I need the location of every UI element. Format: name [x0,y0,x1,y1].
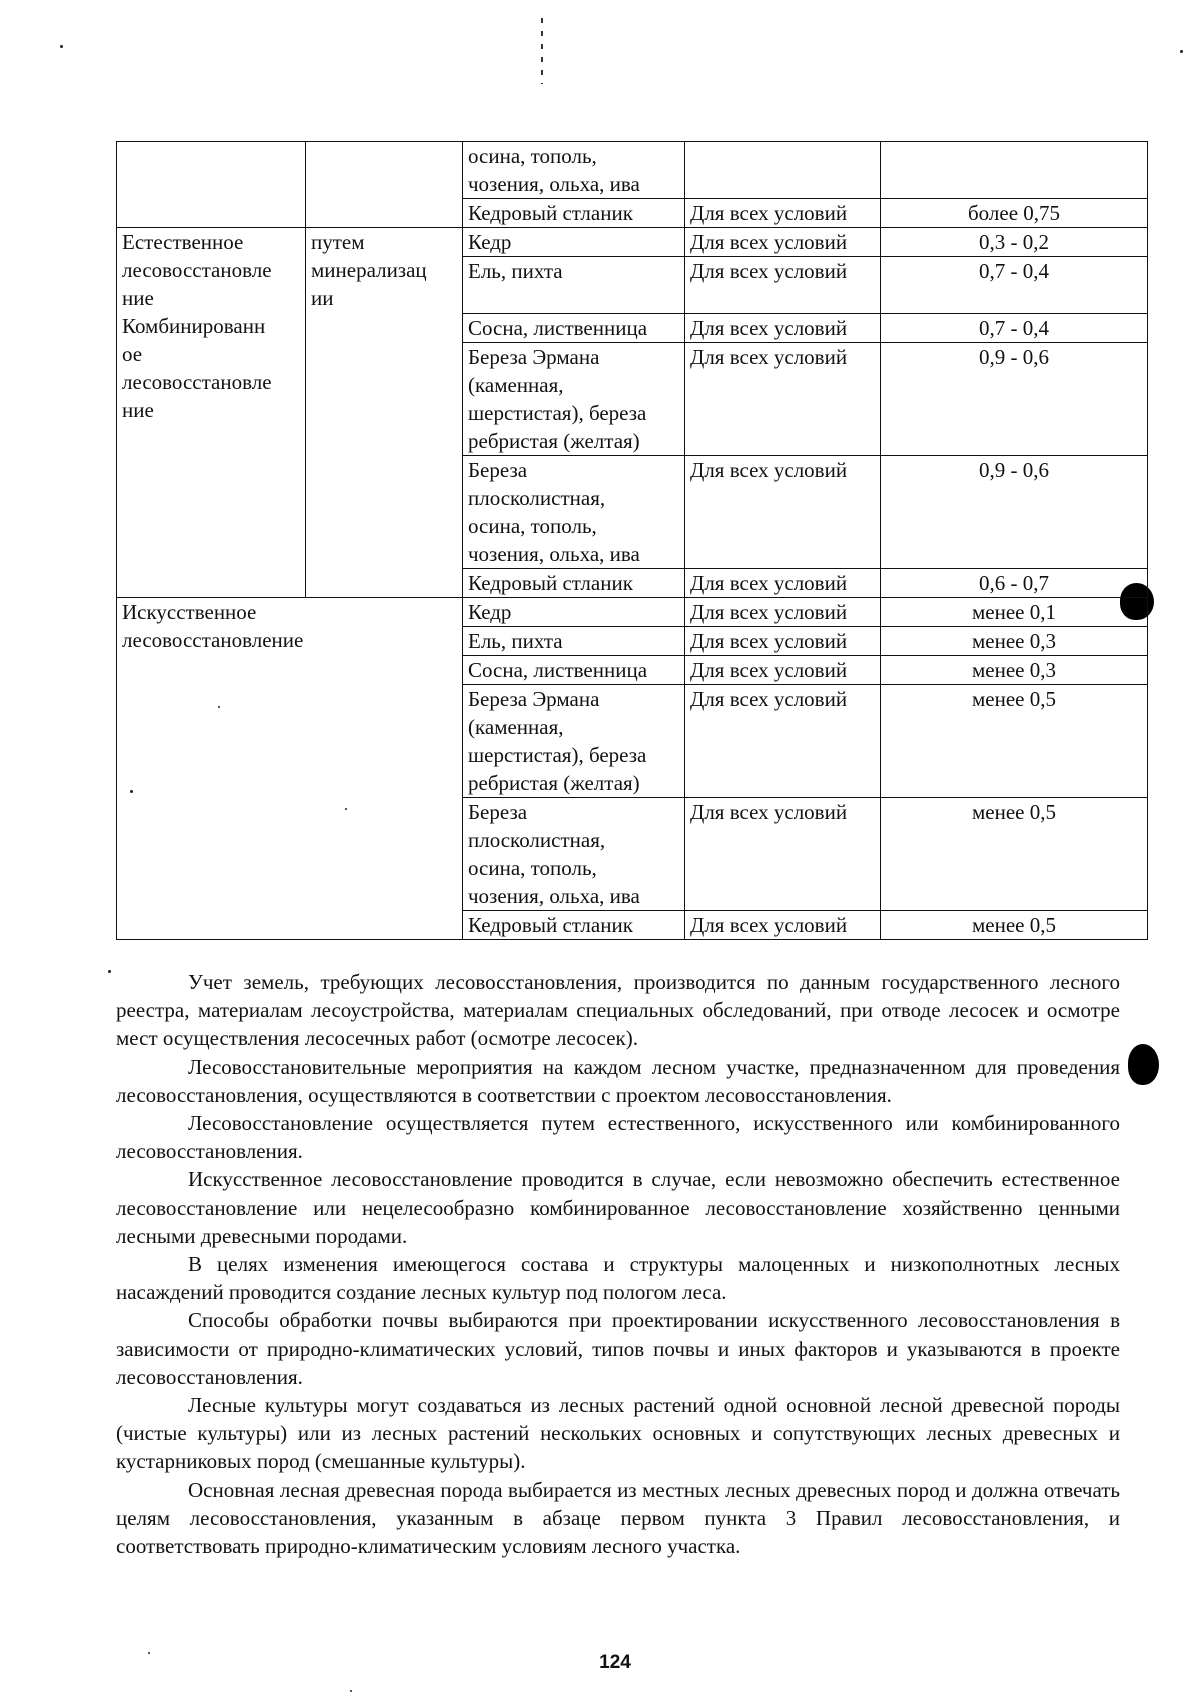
condition-cell: Для всех условий [685,656,881,685]
condition-cell: Для всех условий [685,343,881,456]
method-cell-natural: Естественное лесовосстановле ние Комбинированн ое лесовосстановле ние [117,228,306,598]
value-cell: менее 0,1 [881,598,1148,627]
condition-cell: Для всех условий [685,314,881,343]
condition-cell: Для всех условий [685,627,881,656]
condition-cell: Для всех условий [685,569,881,598]
value-cell: менее 0,3 [881,656,1148,685]
value-cell: менее 0,3 [881,627,1148,656]
value-cell: 0,7 - 0,4 [881,314,1148,343]
species-cell: Береза Эрмана (каменная, шерстистая), береза ребристая (желтая) [463,685,685,798]
scan-speck [1180,50,1183,53]
value-cell: менее 0,5 [881,798,1148,911]
value-cell: 0,9 - 0,6 [881,343,1148,456]
scan-speck [108,970,111,973]
species-cell: Кедр [463,598,685,627]
paragraph: Лесовосстановительные мероприятия на каждом лесном участке, предназначенном для проведения лесовосстановления, осуществляются в соответствии с проектом лесовосстановления. [116,1054,1120,1107]
scan-speck [350,1690,352,1692]
condition-cell: Для всех условий [685,257,881,314]
paragraph: Искусственное лесовосстановление проводится в случае, если невозможно обеспечить естественное лесовосстановление или нецелесообразно комбинированное лесовосстановление хозяйственно ценными лесными древесными породами. [116,1167,1120,1248]
condition-cell: Для всех условий [685,911,881,940]
value-cell: более 0,75 [881,199,1148,228]
method-cell-artificial: Искусственное лесовосстановление [117,598,463,940]
condition-cell: Для всех условий [685,228,881,257]
species-cell: Сосна, лиственница [463,314,685,343]
species-cell: Ель, пихта [463,627,685,656]
species-cell: Береза плосколистная, осина, тополь, чозения, ольха, ива [463,798,685,911]
species-cell: Береза плосколистная, осина, тополь, чозения, ольха, ива [463,456,685,569]
scan-dash-marks [541,18,543,84]
paragraph: Способы обработки почвы выбираются при проектировании искусственного лесовосстановления в зависимости от природно-климатических условий, типов почвы и иных факторов и указываются в проекте лесовосстановления. [116,1308,1120,1389]
species-cell: Береза Эрмана (каменная, шерстистая), береза ребристая (желтая) [463,343,685,456]
paragraph: Лесные культуры могут создаваться из лесных растений одной основной лесной древесной породы (чистые культуры) или из лесных растений нескольких основных и сопутствующих лесных древесных и кустарниковых пород (смешанные культуры). [116,1393,1120,1474]
table-row [117,598,1148,627]
value-cell: менее 0,5 [881,911,1148,940]
body-text [116,968,1120,1560]
table-cell-empty [117,142,306,228]
table-row [117,228,1148,257]
species-cell: Кедровый стланик [463,911,685,940]
condition-cell: Для всех условий [685,199,881,228]
value-cell: менее 0,5 [881,685,1148,798]
submethod-cell: путем минерализац ии [306,228,463,598]
species-cell: Кедровый стланик [463,569,685,598]
value-cell: 0,7 - 0,4 [881,257,1148,314]
table-row [117,142,1148,199]
value-cell: 0,6 - 0,7 [881,569,1148,598]
condition-cell: Для всех условий [685,598,881,627]
condition-cell [685,142,881,199]
paragraph: В целях изменения имеющегося состава и структуры малоценных и низкополнотных лесных насаждений проводится создание лесных культур под пологом леса. [116,1252,1120,1305]
ink-blot [1128,1044,1159,1085]
page-number: 124 [599,1652,631,1673]
species-cell: осина, тополь, чозения, ольха, ива [463,142,685,199]
value-cell: 0,9 - 0,6 [881,456,1148,569]
species-cell: Кедр [463,228,685,257]
reforestation-table [116,141,1148,940]
condition-cell: Для всех условий [685,685,881,798]
scan-speck [60,45,63,48]
condition-cell: Для всех условий [685,798,881,911]
species-cell: Ель, пихта [463,257,685,314]
condition-cell: Для всех условий [685,456,881,569]
value-cell: 0,3 - 0,2 [881,228,1148,257]
table-cell-empty [306,142,463,228]
paragraph: Учет земель, требующих лесовосстановления, производится по данным государственного лесного реестра, материалам лесоустройства, материалам специальных обследований, при отводе лесосек и осмотре мест осуществления лесосечных работ (осмотре лесосек). [116,970,1120,1051]
value-cell [881,142,1148,199]
paragraph: Основная лесная древесная порода выбирается из местных лесных древесных пород и должна отвечать целям лесовосстановления, указанным в абзаце первом пункта 3 Правил лесовосстановления, и соответствовать природно-климатическим условиям лесного участка. [116,1477,1120,1559]
paragraph: Лесовосстановление осуществляется путем естественного, искусственного или комбинированного лесовосстановления. [116,1111,1120,1164]
species-cell: Кедровый стланик [463,199,685,228]
species-cell: Сосна, лиственница [463,656,685,685]
